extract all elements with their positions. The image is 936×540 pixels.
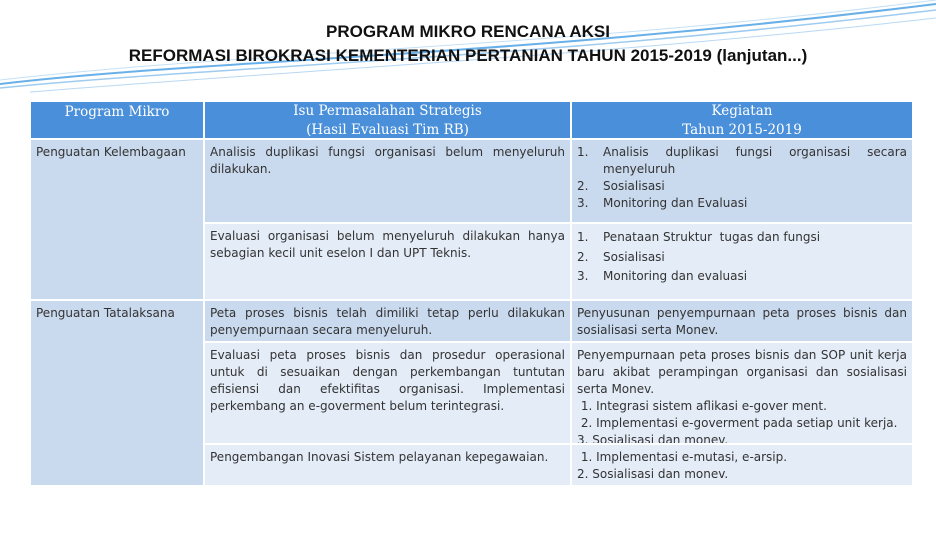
header-kegiatan-line1: Kegiatan — [711, 103, 773, 119]
program-tatalaksana-label: Penguatan Tatalaksana — [36, 306, 175, 320]
header-program-label: Program Mikro — [64, 104, 170, 120]
row2-kegiatan-item3 — [577, 267, 907, 287]
row4-kegiatan-intro: Penyempurnaan peta proses bisnis dan SOP unit kerja baru akibat perampingan organisasi dan sosialisasi serta Monev. — [577, 348, 907, 396]
row2-item3-num: 3. — [577, 269, 589, 283]
row2-item1-num: 1. — [577, 230, 589, 244]
row1-isu-text: Analisis duplikasi fungsi organisasi belum menyeluruh dilakukan. — [210, 145, 565, 176]
header-program — [31, 102, 203, 138]
row1-item1-num: 1. — [577, 145, 589, 159]
row1-item1-line1: Analisis duplikasi fungsi organisasi secara — [603, 145, 907, 159]
row5-isu-text: Pengembangan Inovasi Sistem pelayanan kepegawaian. — [210, 450, 549, 464]
header-isu-line1: Isu Permasalahan Strategis — [293, 103, 482, 119]
row5-isu — [205, 445, 570, 485]
row5-kegiatan-item1: 1. Implementasi e-mutasi, e-arsip. — [577, 450, 788, 464]
row2-kegiatan-item1 — [577, 228, 907, 248]
row1-item2-text: Sosialisasi — [603, 179, 665, 193]
header-kegiatan-line2: Tahun 2015-2019 — [682, 122, 802, 138]
row2-kegiatan — [572, 224, 912, 299]
row4-isu — [205, 343, 570, 443]
row3-kegiatan-text: Penyusunan penyempurnaan peta proses bisnis dan sosialisasi serta Monev. — [577, 306, 907, 337]
row1-isu — [205, 140, 570, 222]
program-tatalaksana — [31, 301, 203, 485]
header-kegiatan — [572, 102, 912, 138]
row1-kegiatan — [572, 140, 912, 222]
row4-isu-text: Evaluasi peta proses bisnis dan prosedur operasional untuk di sesuaikan dengan perkembangan tuntutan efisiensi dan efektifitas organisasi. Implementasi perkembang an e-goverment belum terintegrasi. — [210, 348, 565, 413]
row1-kegiatan-item3 — [577, 195, 907, 212]
row2-item3-text: Monitoring dan evaluasi — [603, 269, 748, 283]
row1-kegiatan-item1 — [577, 144, 907, 178]
program-kelembagaan-label: Penguatan Kelembagaan — [36, 145, 186, 159]
row1-item3-num: 3. — [577, 196, 589, 210]
row3-isu — [205, 301, 570, 341]
row1-item2-num: 2. — [577, 179, 589, 193]
page-title-line2: REFORMASI BIROKRASI KEMENTERIAN PERTANIAN TAHUN 2015-2019 (lanjutan...) — [128, 46, 808, 65]
row3-isu-text: Peta proses bisnis telah dimiliki tetap perlu dilakukan penyempurnaan secara menyeluruh. — [210, 306, 565, 337]
header-isu-line2: (Hasil Evaluasi Tim RB) — [306, 122, 469, 138]
row2-item2-num: 2. — [577, 249, 589, 264]
row2-item1-text: Penataan Struktur tugas dan fungsi — [603, 230, 821, 244]
header-isu — [205, 102, 570, 138]
row2-kegiatan-item2 — [577, 248, 907, 268]
row1-kegiatan-item2 — [577, 178, 907, 195]
row4-kegiatan-item2: 2. Implementasi e-goverment pada setiap unit kerja. — [577, 416, 898, 430]
row4-kegiatan — [572, 343, 912, 443]
row1-item3-text: Monitoring dan Evaluasi — [603, 196, 748, 210]
row4-kegiatan-item1: 1. Integrasi sistem aflikasi e-gover ment. — [577, 399, 827, 413]
row2-isu — [205, 224, 570, 299]
row2-item2-text: Sosialisasi — [603, 249, 665, 264]
row4-kegiatan-item3: 3. Sosialisasi dan monev. — [577, 433, 729, 443]
row2-isu-text: Evaluasi organisasi belum menyeluruh dilakukan hanya sebagian kecil unit eselon I dan UPT Teknis. — [210, 229, 565, 260]
program-kelembagaan — [31, 140, 203, 299]
row5-kegiatan — [572, 445, 912, 485]
row1-item1-line2: menyeluruh — [603, 162, 676, 176]
row5-kegiatan-item2: 2. Sosialisasi dan monev. — [577, 467, 729, 481]
row3-kegiatan — [572, 301, 912, 341]
page-title-line1: PROGRAM MIKRO RENCANA AKSI — [326, 22, 610, 41]
